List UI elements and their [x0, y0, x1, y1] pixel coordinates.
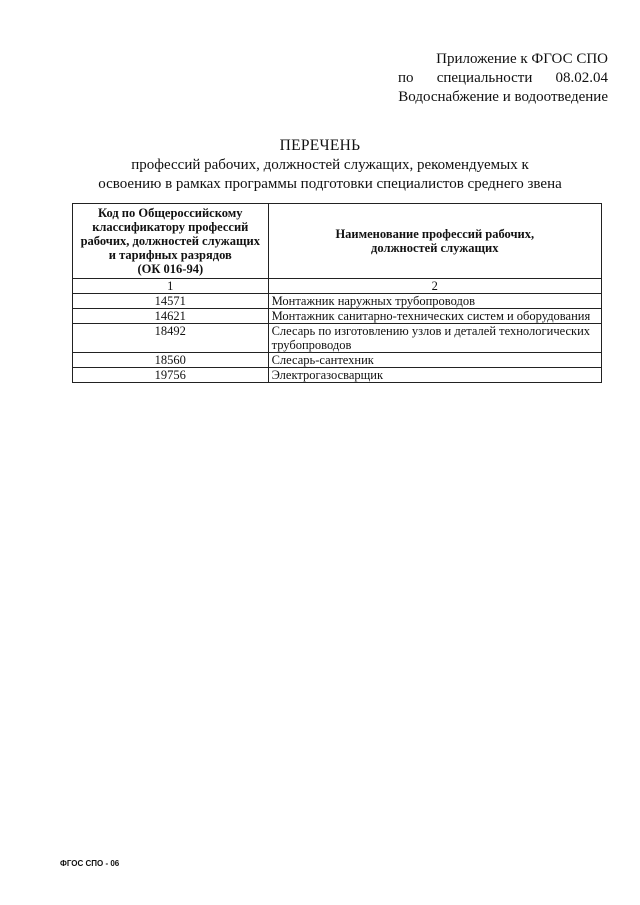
- header-code-line: Код по Общероссийскому: [98, 206, 243, 220]
- appendix-specialty-label: специальности: [436, 70, 533, 86]
- header-name: [268, 204, 601, 279]
- subtitle-line-2: освоению в рамках программы подготовки специалистов среднего звена: [98, 176, 562, 192]
- document-subtitle: [60, 156, 600, 194]
- row-code: 14621: [73, 309, 269, 324]
- column-number-1: 1: [73, 279, 269, 294]
- table-row: [73, 309, 602, 324]
- header-code-line: (ОК 016-94): [137, 262, 204, 276]
- appendix-by: по: [398, 70, 414, 86]
- row-name: Монтажник санитарно-технических систем и оборудования: [268, 309, 601, 324]
- professions-table: [72, 203, 602, 383]
- row-code: 18560: [73, 353, 269, 368]
- appendix-block: [358, 50, 608, 107]
- header-code-line: классификатору профессий: [92, 220, 249, 234]
- row-name: Электрогазосварщик: [268, 368, 601, 383]
- header-code: [73, 204, 269, 279]
- header-name-line: Наименование профессий рабочих,: [335, 227, 535, 241]
- table-row: [73, 294, 602, 309]
- document-title: ПЕРЕЧЕНЬ: [279, 137, 361, 154]
- appendix-line-1: Приложение к ФГОС СПО: [436, 51, 608, 67]
- header-name-line: должностей служащих: [371, 241, 499, 255]
- table-row: [73, 368, 602, 383]
- table-row: [73, 353, 602, 368]
- row-code: 14571: [73, 294, 269, 309]
- page-footer: ФГОС СПО - 06: [60, 859, 120, 868]
- appendix-specialty-code: 08.02.04: [555, 70, 608, 86]
- row-code: 19756: [73, 368, 269, 383]
- column-number-2: 2: [268, 279, 601, 294]
- table-row: [73, 324, 602, 353]
- header-code-line: и тарифных разрядов: [108, 248, 232, 262]
- table-header-row: [73, 204, 602, 279]
- appendix-line-2: [358, 69, 608, 88]
- row-name: Слесарь по изготовлению узлов и деталей технологических трубопроводов: [268, 324, 601, 353]
- row-name: Монтажник наружных трубопроводов: [268, 294, 601, 309]
- row-name: Слесарь-сантехник: [268, 353, 601, 368]
- row-code: 18492: [73, 324, 269, 353]
- appendix-line-3: Водоснабжение и водоотведение: [398, 89, 608, 105]
- column-number-row: [73, 279, 602, 294]
- header-code-line: рабочих, должностей служащих: [80, 234, 260, 248]
- subtitle-line-1: профессий рабочих, должностей служащих, рекомендуемых к: [131, 157, 529, 173]
